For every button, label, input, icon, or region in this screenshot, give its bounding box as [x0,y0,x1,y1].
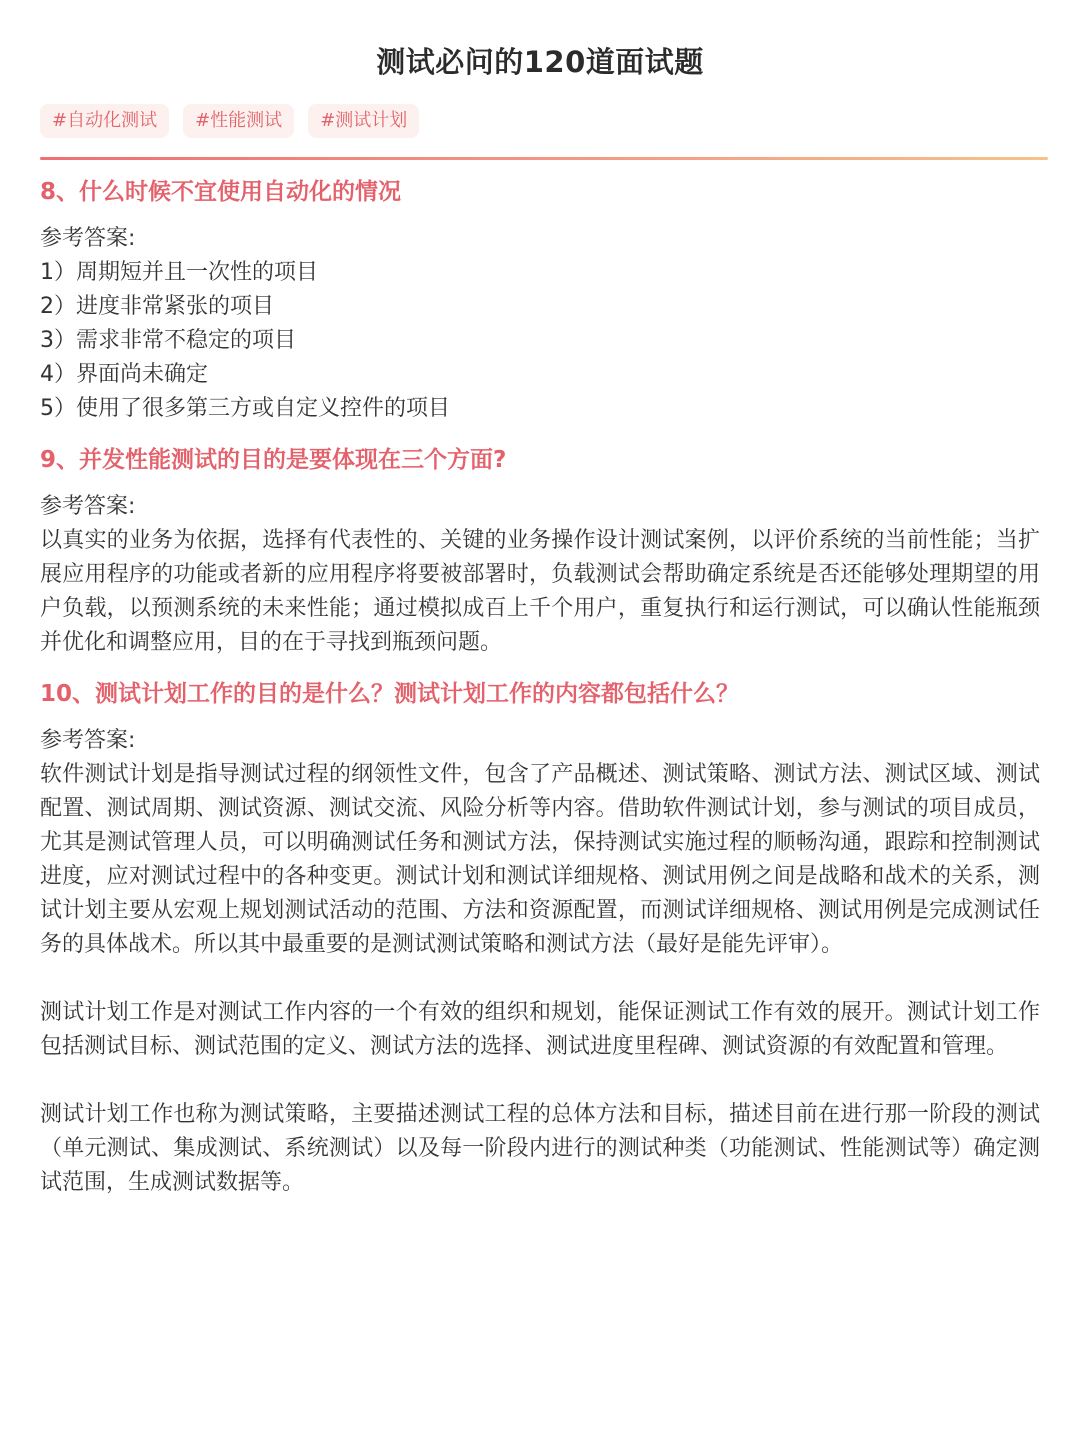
question-section-9 [40,440,1040,660]
paragraph-spacer [40,962,1040,996]
answer-label: 参考答案: [40,226,136,251]
tag-automation-testing[interactable]: #自动化测试 [40,104,169,138]
answer-label: 参考答案: [40,494,136,519]
title-divider [40,157,1048,160]
answer-list-item: 1）周期短并且一次性的项目 [40,260,318,285]
question-section-8 [40,172,1040,426]
question-heading-8: 8、什么时候不宜使用自动化的情况 [40,179,402,205]
answer-paragraph: 以真实的业务为依据，选择有代表性的、关键的业务操作设计测试案例，以评价系统的当前性能；当扩展应用程序的功能或者新的应用程序将要被部署时，负载测试会帮助确定系统是否还能够处理期望的用户负载，以预测系统的未来性能；通过模拟成百上千个用户，重复执行和运行测试，可以确认性能瓶颈并优化和调整应用，目的在于寻找到瓶颈问题。 [40,528,1040,655]
answer-paragraph: 测试计划工作也称为测试策略，主要描述测试工程的总体方法和目标，描述目前在进行那一阶段的测试（单元测试、集成测试、系统测试）以及每一阶段内进行的测试种类（功能测试、性能测试等）确定测试范围，生成测试数据等。 [40,1102,1040,1195]
question-section-10 [40,674,1040,1200]
article-body [40,172,1040,1214]
paragraph-spacer [40,1064,1040,1098]
page-title: 测试必问的120道面试题 [376,45,704,79]
answer-list-item: 4）界面尚未确定 [40,362,208,387]
answer-list-item: 2）进度非常紧张的项目 [40,294,274,319]
tag-list [40,104,419,138]
tag-test-plan[interactable]: #测试计划 [308,104,419,138]
answer-list-item: 5）使用了很多第三方或自定义控件的项目 [40,396,450,421]
tag-performance-testing[interactable]: #性能测试 [183,104,294,138]
answer-list-item: 3）需求非常不稳定的项目 [40,328,296,353]
answer-paragraph: 软件测试计划是指导测试过程的纲领性文件，包含了产品概述、测试策略、测试方法、测试区域、测试配置、测试周期、测试资源、测试交流、风险分析等内容。借助软件测试计划，参与测试的项目成员，尤其是测试管理人员，可以明确测试任务和测试方法，保持测试实施过程的顺畅沟通，跟踪和控制测试进度，应对测试过程中的各种变更。测试计划和测试详细规格、测试用例之间是战略和战术的关系，测试计划主要从宏观上规划测试活动的范围、方法和资源配置，而测试详细规格、测试用例是完成测试任务的具体战术。所以其中最重要的是测试测试策略和测试方法（最好是能先评审）。 [40,762,1040,957]
answer-paragraph: 测试计划工作是对测试工作内容的一个有效的组织和规划，能保证测试工作有效的展开。测试计划工作包括测试目标、测试范围的定义、测试方法的选择、测试进度里程碑、测试资源的有效配置和管理。 [40,1000,1040,1059]
question-heading-9: 9、并发性能测试的目的是要体现在三个方面? [40,447,507,473]
answer-label: 参考答案: [40,728,136,753]
question-heading-10: 10、测试计划工作的目的是什么？测试计划工作的内容都包括什么？ [40,681,740,707]
